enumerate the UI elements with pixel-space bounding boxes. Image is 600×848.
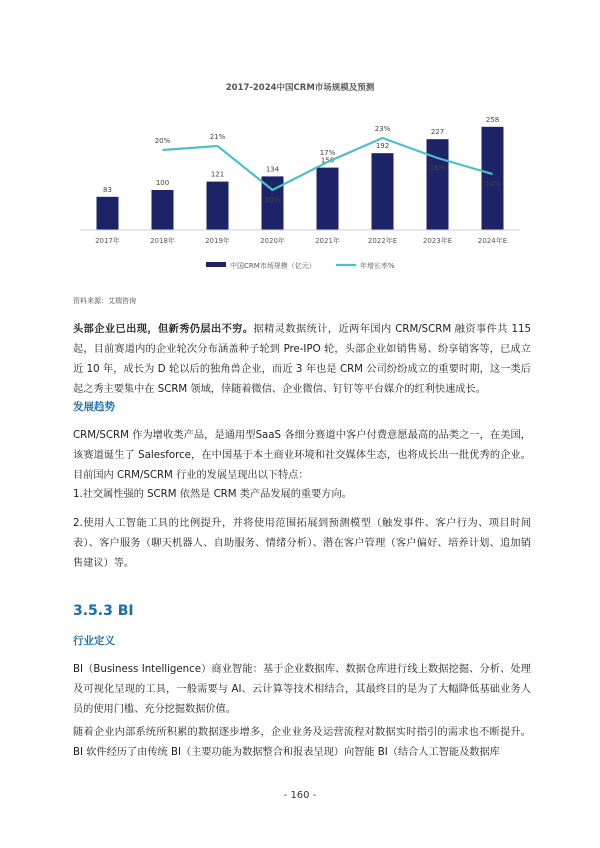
x-tick-label: 2018年 (150, 237, 175, 245)
growth-rate-label: 18% (429, 164, 446, 172)
x-tick-label: 2019年 (205, 237, 230, 245)
legend-line-label: 年增长率% (360, 262, 395, 270)
bar (427, 139, 449, 230)
legend-bar-label: 中国CRM市场规模（亿元） (230, 262, 316, 270)
bar-value-label: 227 (430, 128, 445, 137)
section-title: 3.5.3 BI (73, 603, 134, 619)
x-tick-label: 2022年E (367, 237, 398, 245)
x-tick-label: 2017年 (95, 237, 120, 245)
source-note: 资料来源：艾瑞咨询 (73, 297, 136, 305)
bar-value-label: 192 (375, 142, 390, 151)
growth-rate-label: 21% (209, 133, 226, 141)
bar (207, 182, 229, 230)
bar-value-label: 134 (265, 165, 280, 174)
bar-value-label: 156 (320, 156, 335, 165)
bar-value-label: 258 (485, 115, 500, 124)
market-size-chart (60, 70, 540, 280)
paragraph-bi-evolution: 随着企业内部系统所积累的数据逐步增多，企业业务及运营流程对数据实时指引的需求也不断提升。BI 软件经历了由传统 BI（主要功能为数据整合和报表呈现）向智能 BI（结合人工智能及数据库 (73, 727, 531, 758)
growth-rate-label: 17% (319, 149, 336, 157)
paragraph-lead: 头部企业已出现，但新秀仍层出不穷。 (73, 324, 254, 335)
bar-value-label: 121 (210, 170, 225, 179)
trend-point-1: 1.社交属性强的 SCRM 依然是 CRM 类产品发展的重要方向。 (73, 489, 352, 500)
trend-point-2: 2.使用人工智能工具的比例提升，并将使用范围拓展到预测模型（触发事件、客户行为、项目时间表）、客户服务（聊天机器人、自助服务、情绪分析）、潜在客户管理（客户偏好、培养计划、追加销售建议）等。 (73, 518, 531, 569)
x-tick-label: 2020年 (260, 237, 285, 245)
bar (317, 168, 339, 230)
growth-rate-label: 14% (484, 180, 501, 188)
x-tick-label: 2024年E (477, 237, 508, 245)
subhead-trends: 发展趋势 (73, 401, 115, 413)
x-tick-label: 2021年 (315, 237, 340, 245)
chart-title: 2017-2024中国CRM市场规模及预测 (225, 83, 375, 93)
bar (152, 190, 174, 230)
growth-rate-label: 23% (374, 125, 391, 133)
bar-value-label: 100 (155, 179, 170, 187)
subhead-definition: 行业定义 (73, 635, 115, 647)
bar (372, 153, 394, 230)
x-tick-label: 2023年E (422, 237, 453, 245)
bar (97, 197, 119, 230)
paragraph-top-companies (73, 320, 531, 400)
growth-rate-label: 10% (264, 196, 281, 204)
paragraph-trends: CRM/SCRM 作为增收类产品，是通用型SaaS 各细分赛道中客户付费意愿最高的品类之一，在美国，该赛道诞生了 Salesforce，在中国基于本土商业环境和社交媒体生态，也将成长出一批优秀的企业。目前国内 CRM/SCRM 行业的发展呈现出以下特点： (73, 430, 531, 481)
legend-bar-swatch (206, 262, 226, 267)
bar-value-label: 83 (103, 185, 112, 194)
bar (482, 127, 504, 230)
growth-rate-label: 20% (154, 137, 171, 145)
paragraph-body: 据精灵数据统计，近两年国内 CRM/SCRM 融资事件共 115 起，目前赛道内的企业轮次分布涵盖种子轮到 Pre-IPO 轮，头部企业如销售易、纷享销客等，已成立近 10 年，成长为 D 轮以后的独角兽企业，而近 3 年也是 CRM 公司纷纷成立的重要时期，这一类后起之秀主要集中在 SCRM 领域，倖随着微信、企业微信、钉钉等平台媒介的红利快速成长。 (73, 324, 531, 395)
page-number: - 160 - (283, 790, 317, 801)
paragraph-bi-definition: BI（Business Intelligence）商业智能：基于企业数据库、数据仓库进行线上数据挖掘、分析、处理及可视化呈现的工具，一般需要与 AI、云计算等技术相结合，其最终目的是为了大幅降低基础业务人员的使用门槛、充分挖掘数据价值。 (73, 664, 531, 715)
